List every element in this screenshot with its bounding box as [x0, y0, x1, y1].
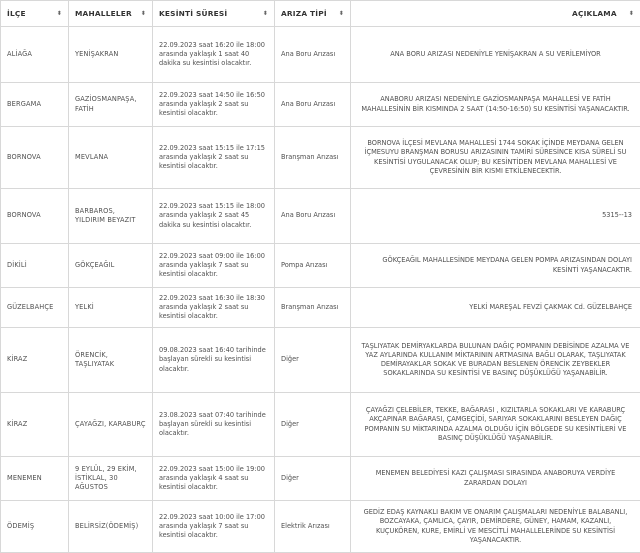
column-header-label: İLÇE [7, 9, 26, 18]
cell-kesinti-suresi: 22.09.2023 saat 16:30 ile 18:30 arasında yaklaşık 2 saat su kesintisi olacaktır. [153, 288, 275, 328]
cell-ariza-tipi: Ana Boru Arızası [275, 189, 351, 244]
cell-mahalleler: GAZİOSMANPAŞA, FATİH [69, 83, 153, 127]
cell-kesinti-suresi: 22.09.2023 saat 15:00 ile 19:00 arasında yaklaşık 4 saat su kesintisi olacaktır. [153, 457, 275, 501]
column-header-ariza-tipi[interactable] [275, 1, 351, 27]
cell-aciklama: 5315--13 [351, 189, 640, 244]
table-row [1, 501, 640, 553]
table-row [1, 127, 640, 189]
cell-mahalleler: YELKİ [69, 288, 153, 328]
cell-ilce: MENEMEN [1, 457, 69, 501]
cell-ilce: KİRAZ [1, 328, 69, 393]
table-row [1, 27, 640, 83]
table-row [1, 288, 640, 328]
column-header-label: ARIZA TİPİ [281, 9, 327, 18]
column-header-label: AÇIKLAMA [572, 9, 617, 18]
cell-ilce: DİKİLİ [1, 244, 69, 288]
table-row [1, 457, 640, 501]
cell-mahalleler: GÖKÇEAĞIL [69, 244, 153, 288]
cell-ilce: BORNOVA [1, 127, 69, 189]
cell-mahalleler: BARBAROS, YILDIRIM BEYAZIT [69, 189, 153, 244]
cell-ariza-tipi: Pompa Arızası [275, 244, 351, 288]
sort-arrows-icon[interactable]: ⬍ [262, 9, 268, 17]
cell-mahalleler: YENİŞAKRAN [69, 27, 153, 83]
table-row [1, 328, 640, 393]
cell-ilce: BORNOVA [1, 189, 69, 244]
column-header-aciklama[interactable] [351, 1, 640, 27]
cell-ilce: GÜZELBAHÇE [1, 288, 69, 328]
cell-kesinti-suresi: 09.08.2023 saat 16:40 tarihinde başlayan sürekli su kesintisi olacaktır. [153, 328, 275, 393]
cell-ariza-tipi: Diğer [275, 328, 351, 393]
cell-mahalleler: ÇAYAĞZI, KARABURÇ [69, 393, 153, 457]
cell-ariza-tipi: Branşman Arızası [275, 127, 351, 189]
cell-kesinti-suresi: 23.08.2023 saat 07:40 tarihinde başlayan sürekli su kesintisi olacaktır. [153, 393, 275, 457]
sort-arrows-icon[interactable]: ⬍ [140, 9, 146, 17]
cell-ilce: ÖDEMİŞ [1, 501, 69, 553]
column-header-label: KESİNTİ SÜRESİ [159, 9, 228, 18]
cell-kesinti-suresi: 22.09.2023 saat 14:50 ile 16:50 arasında yaklaşık 2 saat su kesintisi olacaktır. [153, 83, 275, 127]
cell-aciklama: ÇAYAĞZI ÇELEBİLER, TEKKE, BAĞARASI , KIZILTARLA SOKAKLARI VE KARABURÇ AKÇAPINAR BAĞARASI, ÇAMGEÇİDİ, SARIYAR SOKAKLARINI BESLEYEN DAĞIÇ POMPANIN SU MİKTARINDA AZALMA OLDUĞU İÇİN BÖLGEDE SU KESİNTİLERİ VE BASINÇ DÜŞÜKLÜĞÜ YAŞANABİLİR. [351, 393, 640, 457]
cell-mahalleler: ÖRENCİK, TAŞLIYATAK [69, 328, 153, 393]
column-header-kesinti-suresi[interactable] [153, 1, 275, 27]
table-header-row [1, 1, 640, 27]
cell-mahalleler: 9 EYLÜL, 29 EKİM, İSTİKLAL, 30 AĞUSTOS [69, 457, 153, 501]
column-header-label: MAHALLELER [75, 9, 132, 18]
cell-aciklama: GEDİZ EDAŞ KAYNAKLI BAKIM VE ONARIM ÇALIŞMALARI NEDENİYLE BALABANLI, BOZCAYAKA, ÇAMLICA, ÇAYIR, DEMİRDERE, GÜNEY, HAMAM, KAZANLI, KUÇUKÖREN, KURE, EMİRLİ VE MESCİTLİ MAHALLELERİNDE SU KESİNTİSİ YAŞANACAKTIR. [351, 501, 640, 553]
cell-kesinti-suresi: 22.09.2023 saat 09:00 ile 16:00 arasında yaklaşık 7 saat su kesintisi olacaktır. [153, 244, 275, 288]
cell-ariza-tipi: Elektrik Arızası [275, 501, 351, 553]
sort-arrows-icon[interactable]: ⬍ [338, 9, 344, 17]
cell-aciklama: ANA BORU ARIZASI NEDENİYLE YENİŞAKRAN A SU VERİLEMİYOR [351, 27, 640, 83]
cell-aciklama: BORNOVA İLÇESİ MEVLANA MAHALLESİ 1744 SOKAK İÇİNDE MEYDANA GELEN İÇMESUYU BRANŞMAN BORUSU ARIZASININ TAMİRİ SÜRESİNCE KISA SÜRELİ SU KESİNTİSİ UYGULANACAK OLUP; BU KESİNTİDEN MEVLANA MAHALLESİ VE ÇEVRESİNİN BİR KISMI ETKİLENECEKTİR. [351, 127, 640, 189]
cell-kesinti-suresi: 22.09.2023 saat 15:15 ile 17:15 arasında yaklaşık 2 saat su kesintisi olacaktır. [153, 127, 275, 189]
cell-ilce: ALİAĞA [1, 27, 69, 83]
cell-aciklama: ANABORU ARIZASI NEDENİYLE GAZİOSMANPAŞA MAHALLESİ VE FATİH MAHALLESİNİN BİR KISMINDA 2 SAAT (14:50-16:50) SU KESİNTİSİ YAŞANACAKTIR. [351, 83, 640, 127]
cell-mahalleler: MEVLANA [69, 127, 153, 189]
cell-ilce: KİRAZ [1, 393, 69, 457]
cell-mahalleler: BELİRSİZ(ÖDEMİŞ) [69, 501, 153, 553]
cell-ariza-tipi: Diğer [275, 457, 351, 501]
column-header-ilce[interactable] [1, 1, 69, 27]
cell-aciklama: MENEMEN BELEDİYESİ KAZI ÇALIŞMASI SIRASINDA ANABORUYA VERDİYE ZARARDAN DOLAYI [351, 457, 640, 501]
column-header-mahalleler[interactable] [69, 1, 153, 27]
table-row [1, 189, 640, 244]
cell-kesinti-suresi: 22.09.2023 saat 16:20 ile 18:00 arasında yaklaşık 1 saat 40 dakika su kesintisi olacaktır. [153, 27, 275, 83]
cell-ariza-tipi: Branşman Arızası [275, 288, 351, 328]
table-row [1, 244, 640, 288]
table-row [1, 393, 640, 457]
cell-aciklama: TAŞLIYATAK DEMİRYAKLARDA BULUNAN DAĞIÇ POMPANIN DEBİSİNDE AZALMA VE YAZ AYLARINDA KULLANIM MİKTARININ ARTMASINA BAĞLI OLARAK, TAŞLIYATAK DEMİRAYAKLAR SOKAK VE BURADAN BESLENEN ÖRENCİK ZEYBEKLER SOKAKLARINDA SU KESİNTİSİ VE BASINÇ DÜŞÜKLÜĞÜ YAŞANABİLİR. [351, 328, 640, 393]
cell-aciklama: GÖKÇEAĞIL MAHALLESİNDE MEYDANA GELEN POMPA ARIZASINDAN DOLAYI KESİNTİ YAŞANACAKTIR. [351, 244, 640, 288]
table-row [1, 83, 640, 127]
cell-ariza-tipi: Ana Boru Arızası [275, 27, 351, 83]
cell-kesinti-suresi: 22.09.2023 saat 10:00 ile 17:00 arasında yaklaşık 7 saat su kesintisi olacaktır. [153, 501, 275, 553]
sort-arrows-icon[interactable]: ⬍ [56, 9, 62, 17]
cell-ariza-tipi: Diğer [275, 393, 351, 457]
cell-aciklama: YELKİ MAREŞAL FEVZİ ÇAKMAK Cd. GÜZELBAHÇE [351, 288, 640, 328]
sort-arrows-icon[interactable]: ⬍ [628, 9, 634, 17]
cell-kesinti-suresi: 22.09.2023 saat 15:15 ile 18:00 arasında yaklaşık 2 saat 45 dakika su kesintisi olacaktır. [153, 189, 275, 244]
cell-ariza-tipi: Ana Boru Arızası [275, 83, 351, 127]
cell-ilce: BERGAMA [1, 83, 69, 127]
